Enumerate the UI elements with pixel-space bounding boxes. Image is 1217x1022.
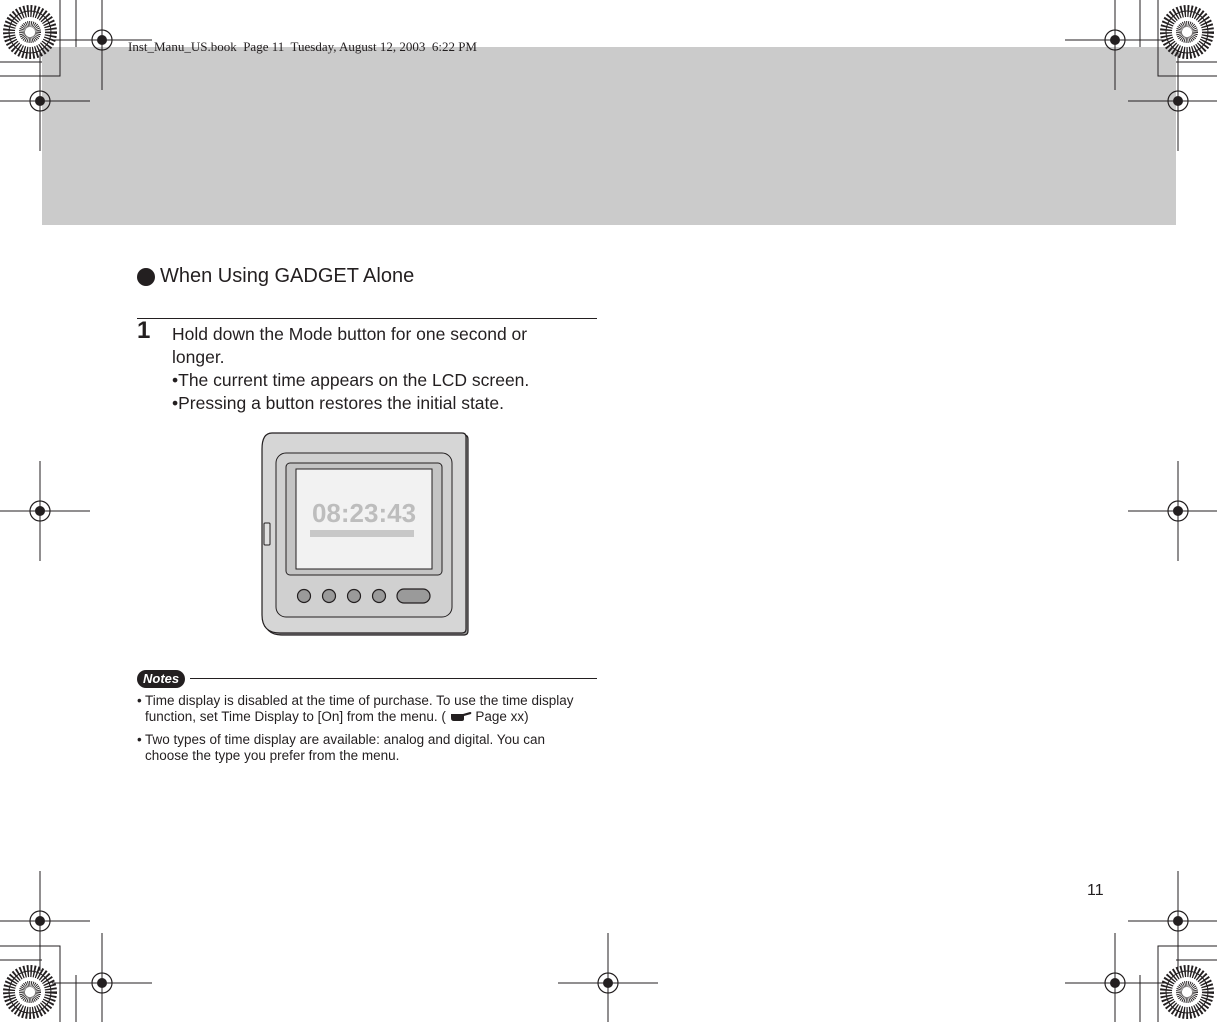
note-item: • Two types of time display are available: analog and digital. You can choose the type you prefer from the menu. (137, 732, 592, 764)
lcd-date-bar (310, 530, 414, 537)
step-divider (137, 318, 597, 319)
registration-mark (1128, 51, 1217, 151)
section-heading-text: When Using GADGET Alone (160, 265, 415, 287)
step-line: longer. (172, 347, 225, 367)
registration-mark (1128, 461, 1217, 561)
device-button-icon (323, 590, 336, 603)
step-number: 1 (137, 317, 151, 344)
registration-mark (0, 871, 90, 971)
color-target-mark (9, 971, 51, 1013)
running-header: Inst_Manu_US.book Page 11 Tuesday, August 12, 2003 6:22 PM (128, 39, 477, 54)
notes-divider (190, 678, 597, 679)
pointing-hand-icon (450, 710, 472, 722)
note-text: Page xx) (475, 709, 529, 724)
registration-mark (52, 933, 152, 1022)
side-button-icon (264, 523, 270, 545)
gadget-device-illustration (258, 431, 470, 637)
notes-list (137, 693, 592, 771)
color-target-mark (1166, 11, 1208, 53)
step-bullet: •The current time appears on the LCD screen. (172, 370, 530, 390)
note-item: • Time display is disabled at the time of purchase. To use the time display function, set Time Display to [On] from the menu. ( Page xx) (137, 693, 574, 724)
step-text (172, 323, 592, 415)
registration-mark (1065, 0, 1165, 90)
bullet-icon (137, 268, 155, 286)
device-button-icon (298, 590, 311, 603)
step-bullet: •Pressing a button restores the initial state. (172, 393, 504, 413)
registration-mark (0, 461, 90, 561)
color-target-mark (1166, 971, 1208, 1013)
section-heading (137, 265, 414, 288)
device-button-icon (348, 590, 361, 603)
notes-badge: Notes (137, 670, 185, 688)
note-text: Two types of time display are available: analog and digital. You can choose the type you prefer from the menu. (145, 732, 546, 763)
registration-mark (0, 51, 90, 151)
color-target-mark (9, 11, 51, 53)
registration-mark (1065, 933, 1165, 1022)
registration-mark (558, 933, 658, 1022)
device-button-icon (373, 590, 386, 603)
mode-button-icon (397, 589, 430, 603)
note-text: Time display is disabled at the time of purchase. To use the time display function, set Time Display to [On] from the menu. ( (145, 693, 574, 724)
page-number: 11 (1087, 882, 1104, 899)
lcd-time: 08:23:43 (311, 498, 417, 528)
step-line: Hold down the Mode button for one second or (172, 324, 528, 344)
registration-mark (1128, 871, 1217, 971)
